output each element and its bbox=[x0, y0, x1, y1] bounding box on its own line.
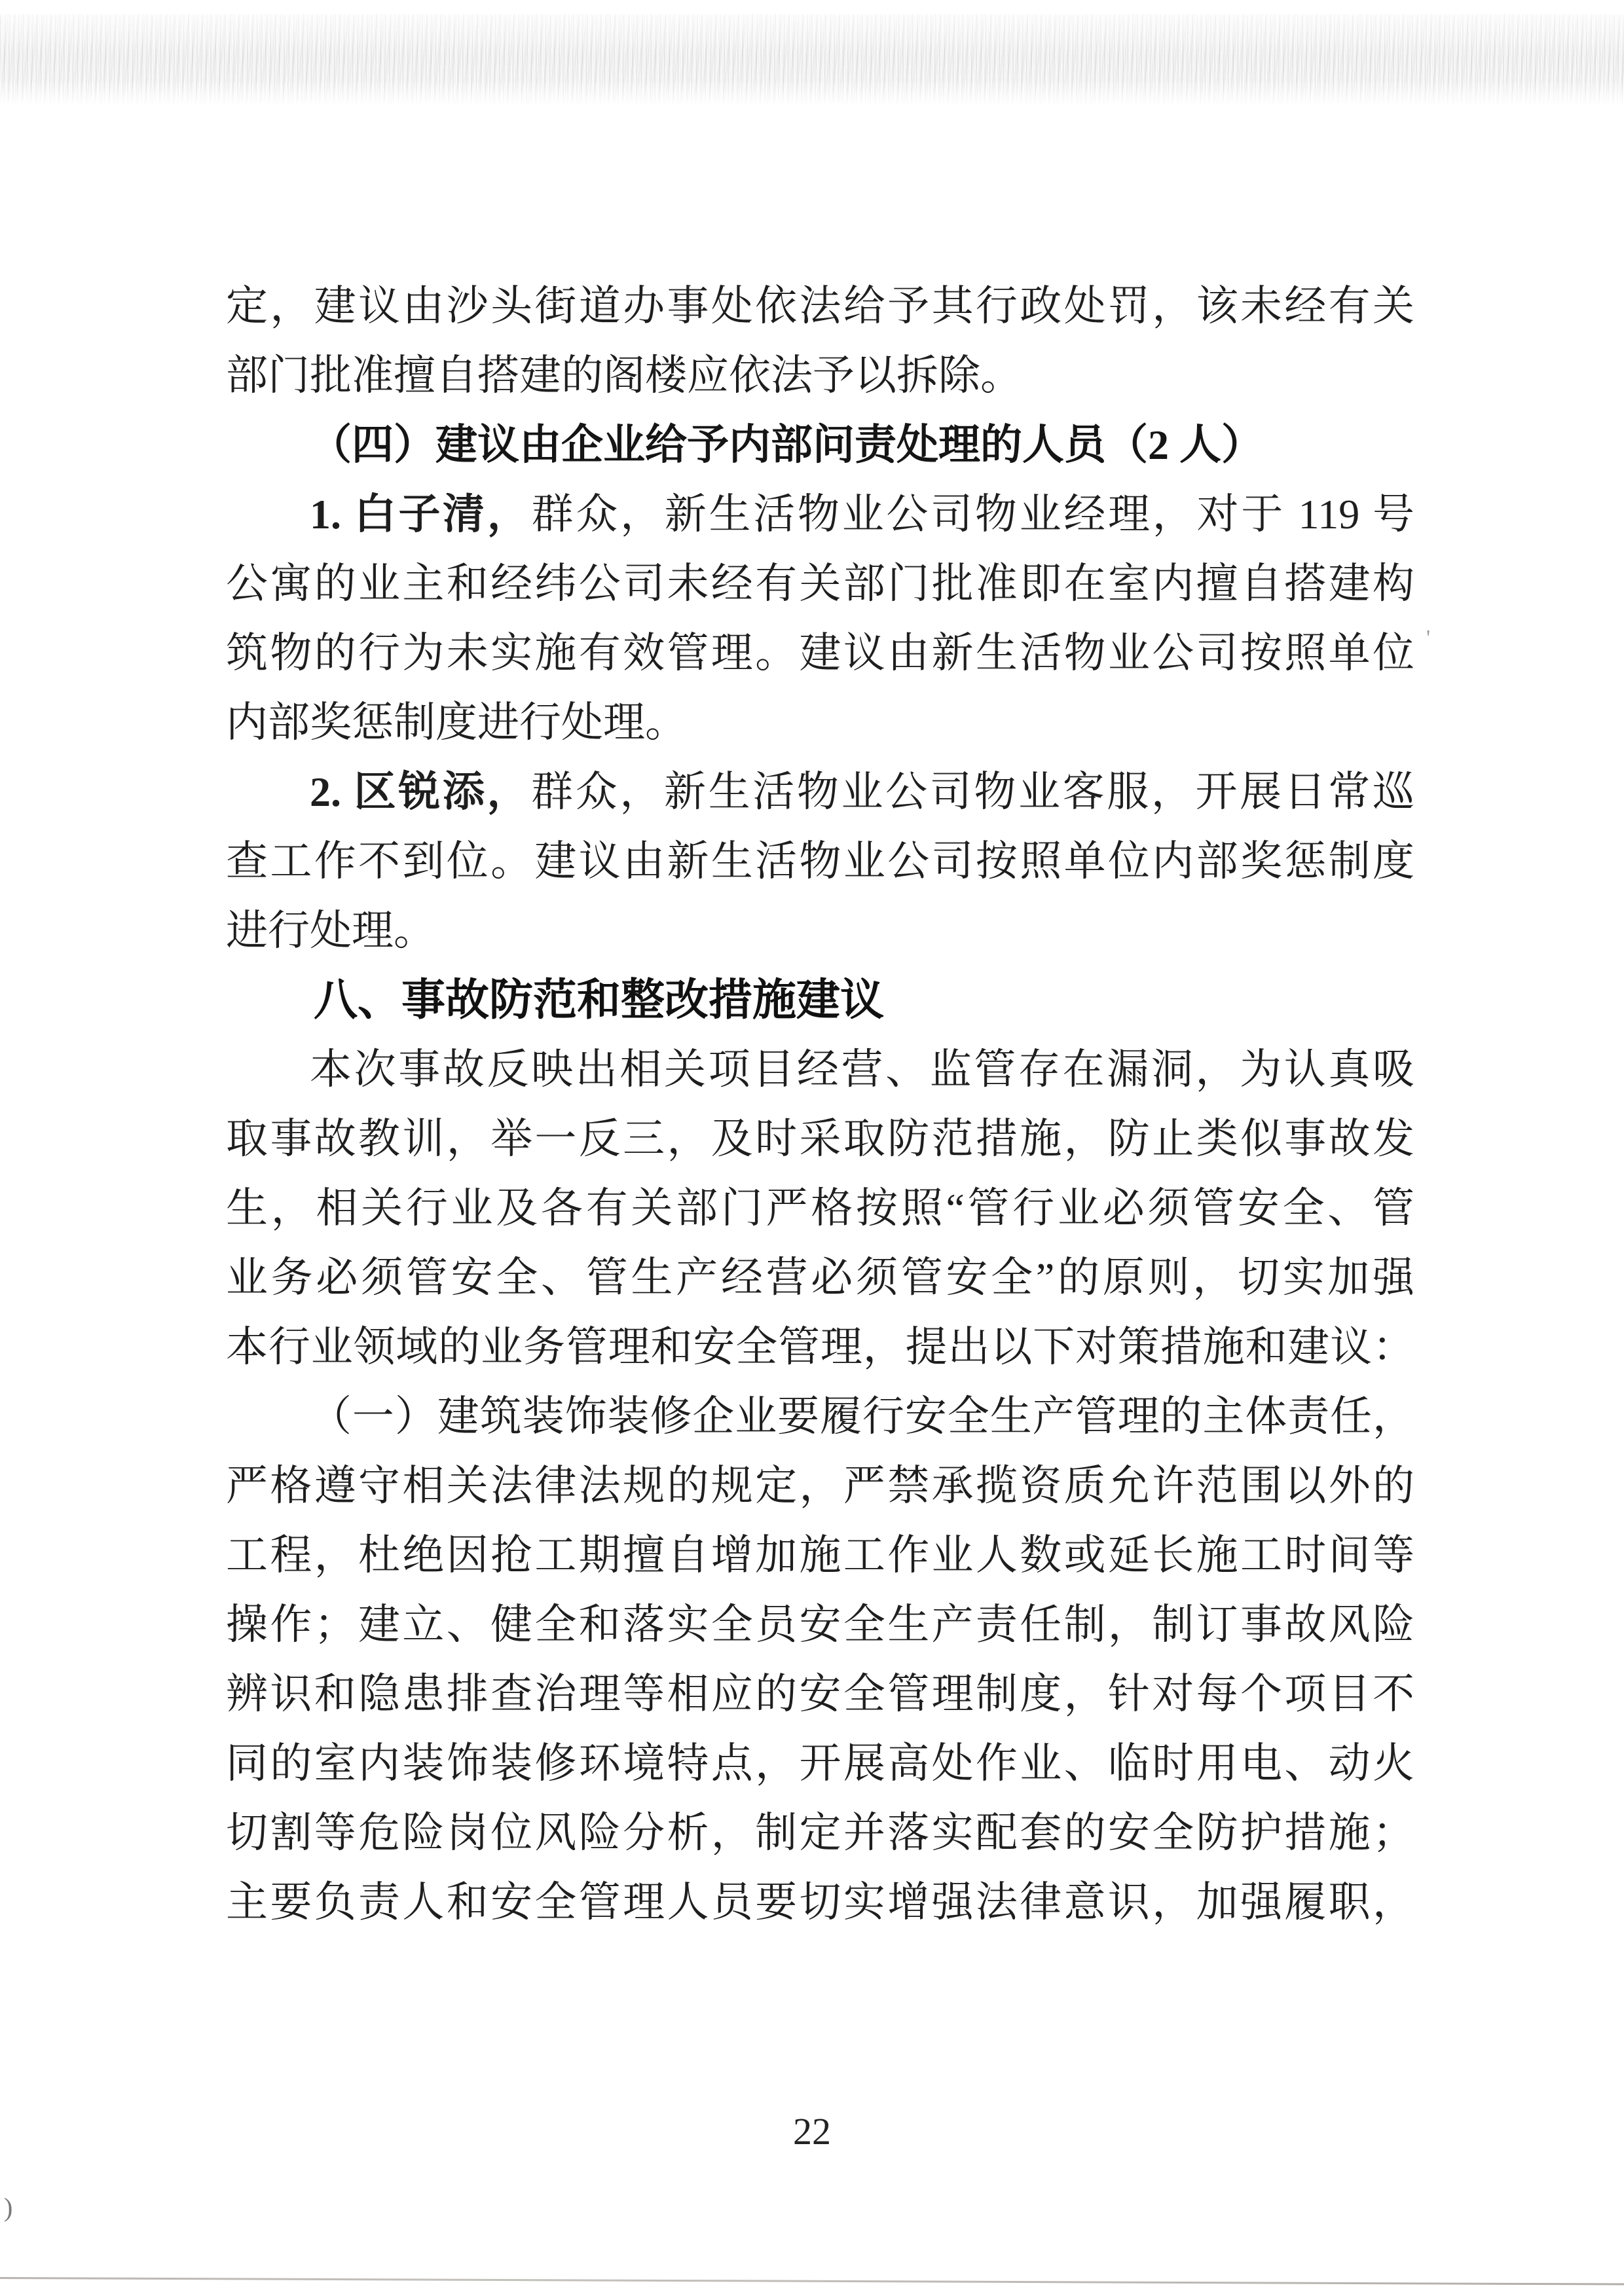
text-line: 内部奖惩制度进行处理。 bbox=[226, 699, 687, 746]
scan-paper-edge-line bbox=[0, 2277, 1624, 2286]
scan-artifact-paren: ) bbox=[4, 2193, 13, 2222]
paragraph-overview bbox=[226, 1035, 1414, 1382]
text-line bbox=[226, 480, 1414, 549]
scan-artifact-tick: ' bbox=[1426, 626, 1431, 650]
text-line: （一）建筑装饰装修企业要履行安全生产管理的主体责任， bbox=[310, 1393, 1414, 1440]
subheading-section-4 bbox=[226, 410, 1414, 480]
scan-noise-band bbox=[0, 14, 1624, 106]
text-line: 本行业领域的业务管理和安全管理，提出以下对策措施和建议： bbox=[226, 1324, 1414, 1370]
text-run: 群众，新生活物业公司物业客服，开展日常巡 bbox=[531, 769, 1414, 815]
text-line: 切割等危险岗位风险分析，制定并落实配套的安全防护措施； bbox=[226, 1810, 1414, 1856]
section-heading-line: 八、事故防范和整改措施建议 bbox=[314, 975, 884, 1025]
text-line: 严格遵守相关法律法规的规定，严禁承揽资质允许范围以外的 bbox=[226, 1463, 1414, 1509]
paragraph-continuation bbox=[226, 272, 1414, 410]
text-line: 业务必须管安全、管生产经营必须管安全”的原则，切实加强 bbox=[226, 1254, 1414, 1301]
text-line: 辨识和隐患排查治理等相应的安全管理制度，针对每个项目不 bbox=[226, 1671, 1414, 1717]
text-line: 查工作不到位。建议由新生活物业公司按照单位内部奖惩制度 bbox=[226, 838, 1414, 884]
text-line: 工程，杜绝因抢工期擅自增加施工作业人数或延长施工时间等 bbox=[226, 1532, 1414, 1578]
person-name-bold: 1. 白子清， bbox=[310, 491, 532, 538]
text-line: 公寓的业主和经纬公司未经有关部门批准即在室内擅自搭建构 bbox=[226, 560, 1414, 607]
text-run: 群众，新生活物业公司物业经理，对于 119 号 bbox=[531, 491, 1415, 538]
person-name-bold: 2. 区锐添， bbox=[310, 769, 532, 815]
text-line: 进行处理。 bbox=[226, 907, 435, 954]
text-line: 取事故教训，举一反三，及时采取防范措施，防止类似事故发 bbox=[226, 1116, 1414, 1162]
section-heading-8 bbox=[226, 966, 1414, 1035]
text-line: 部门批准擅自搭建的阁楼应依法予以拆除。 bbox=[226, 352, 1022, 399]
document-text-block bbox=[226, 272, 1414, 1937]
numbered-item-2 bbox=[226, 757, 1414, 966]
text-line bbox=[226, 757, 1414, 827]
text-line: 本次事故反映出相关项目经营、监管存在漏洞，为认真吸 bbox=[310, 1046, 1414, 1093]
text-line: 生，相关行业及各有关部门严格按照“管行业必须管安全、管 bbox=[226, 1185, 1414, 1231]
page-number: 22 bbox=[793, 2110, 831, 2153]
subheading-line: （四）建议由企业给予内部问责处理的人员（2 人） bbox=[310, 422, 1263, 468]
text-line: 操作；建立、健全和落实全员安全生产责任制，制订事故风险 bbox=[226, 1601, 1414, 1648]
text-line: 筑物的行为未实施有效管理。建议由新生活物业公司按照单位 bbox=[226, 630, 1414, 676]
text-line: 主要负责人和安全管理人员要切实增强法律意识，加强履职， bbox=[226, 1879, 1414, 1925]
numbered-item-1 bbox=[226, 480, 1414, 757]
text-line: 定，建议由沙头街道办事处依法给予其行政处罚，该未经有关 bbox=[226, 283, 1414, 329]
text-line: 同的室内装饰装修环境特点，开展高处作业、临时用电、动火 bbox=[226, 1740, 1414, 1787]
paragraph-measure-1 bbox=[226, 1382, 1414, 1937]
